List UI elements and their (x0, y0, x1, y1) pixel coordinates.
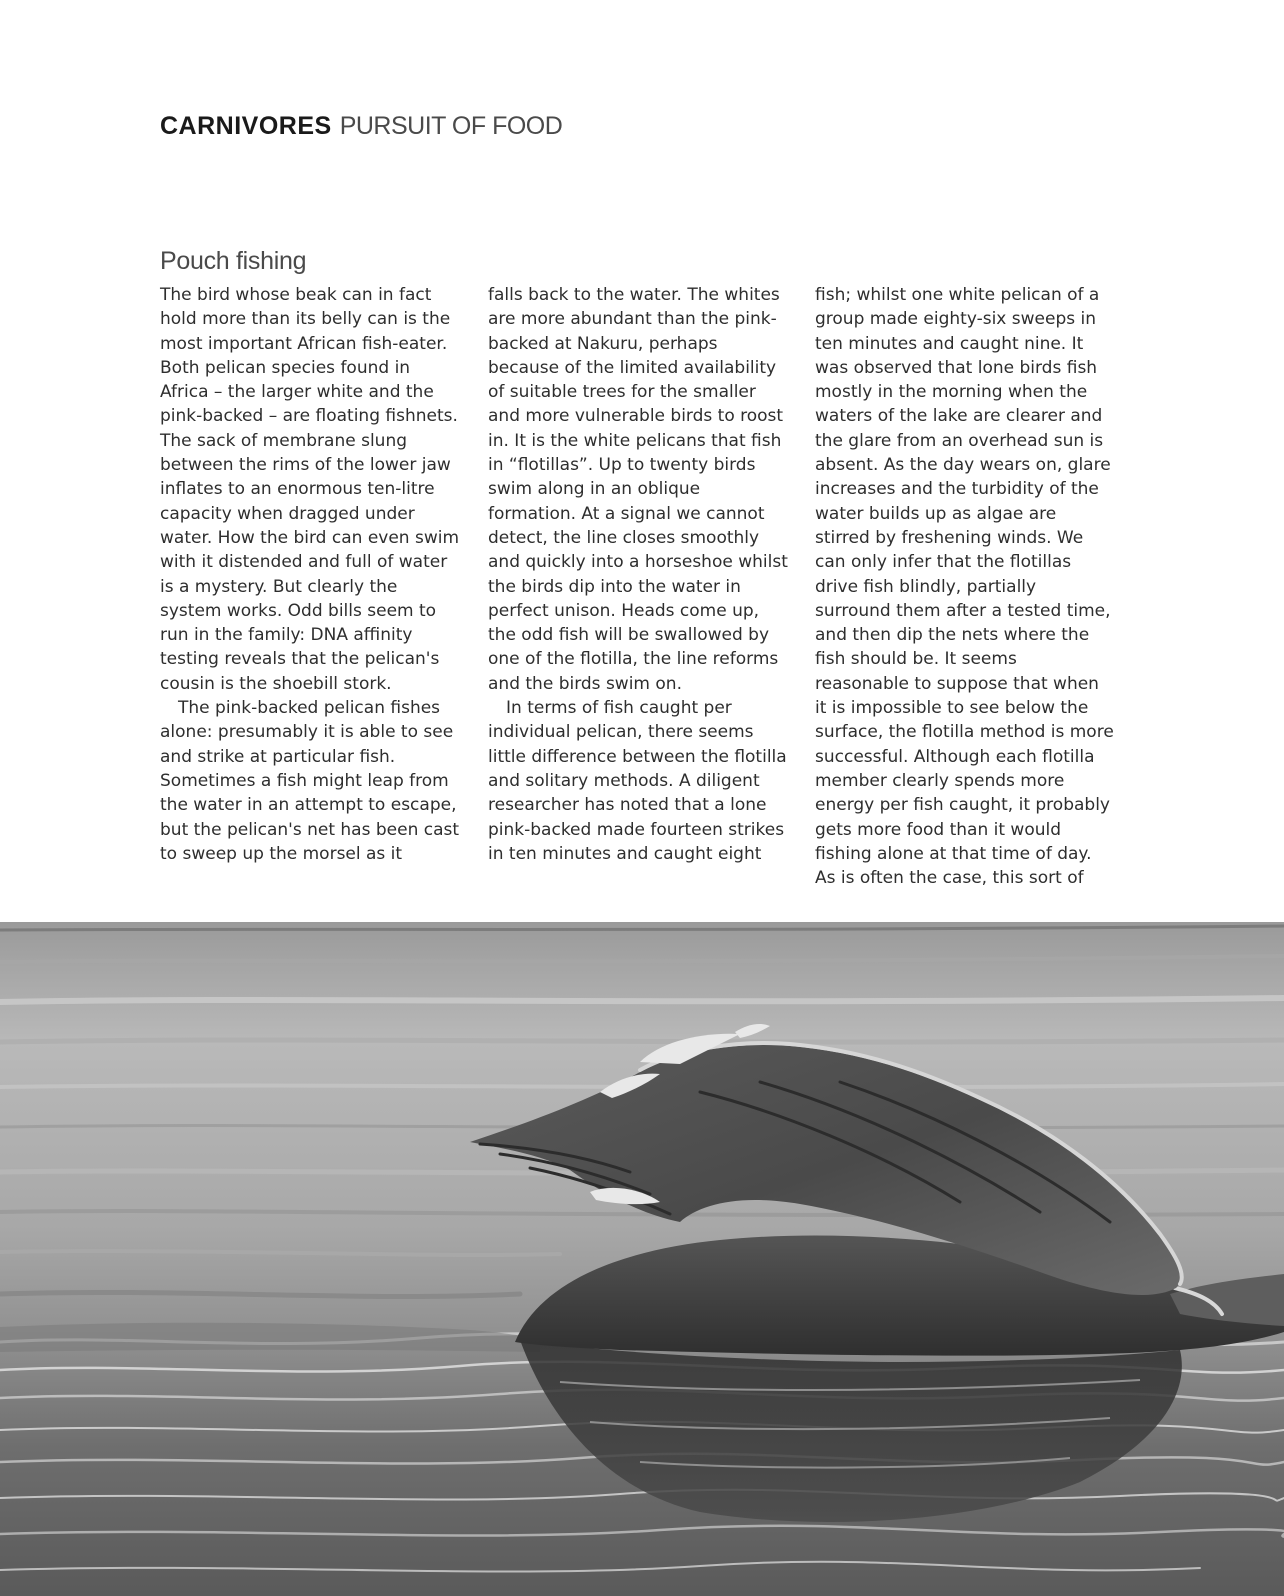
subsection-title: PURSUIT OF FOOD (339, 112, 563, 140)
pelican-photo (0, 922, 1284, 1596)
paragraph: The pink-backed pelican fishes alone: presumably it is able to see and strike at particular fish. Sometimes a fish might leap from the water in an attempt to escape, but the pelican's net has been cast to sweep up the morsel as it (160, 698, 460, 864)
paragraph: The bird whose beak can in fact hold more than its belly can is the most important African fish-eater. Both pelican species found in Africa – the larger white and the pink-backed – are floating fishnets. The sack of membrane slung between the rims of the lower jaw inflates to an enormous ten-litre capacity when dragged under water. How the bird can even swim with it distended and full of water is a mystery. But clearly the system works. Odd bills seem to run in the family: DNA affinity testing reveals that the pelican's cousin is the shoebill stork. (160, 285, 460, 694)
paragraph: In terms of fish caught per individual pelican, there seems little difference between the flotilla and solitary methods. A diligent researcher has noted that a lone pink-backed made fourteen strikes in ten minutes and caught eight (488, 698, 787, 864)
article-title: Pouch fishing (160, 246, 307, 275)
text-column-3 (815, 283, 1115, 890)
section-title: CARNIVORES (160, 112, 332, 140)
text-column-1 (160, 283, 460, 866)
text-column-2 (488, 283, 788, 866)
running-head (160, 112, 562, 141)
paragraph: falls back to the water. The whites are more abundant than the pink-backed at Nakuru, perhaps because of the limited availability of suitable trees for the smaller and more vulnerable birds to roost in. It is the white pelicans that fish in “flotillas”. Up to twenty birds swim along in an oblique formation. At a signal we cannot detect, the line closes smoothly and quickly into a horseshoe whilst the birds dip into the water in perfect unison. Heads come up, the odd fish will be swallowed by one of the flotilla, the line reforms and the birds swim on. (488, 285, 788, 694)
paragraph: fish; whilst one white pelican of a group made eighty-six sweeps in ten minutes and caught nine. It was observed that lone birds fish mostly in the morning when the waters of the lake are clearer and the glare from an overhead sun is absent. As the day wears on, glare increases and the turbidity of the water builds up as algae are stirred by freshening winds. We can only infer that the flotillas drive fish blindly, partially surround them after a tested time, and then dip the nets where the fish should be. It seems reasonable to suppose that when it is impossible to see below the surface, the flotilla method is more successful. Although each flotilla member clearly spends more energy per fish caught, it probably gets more food than it would fishing alone at that time of day. As is often the case, this sort of (815, 285, 1114, 889)
